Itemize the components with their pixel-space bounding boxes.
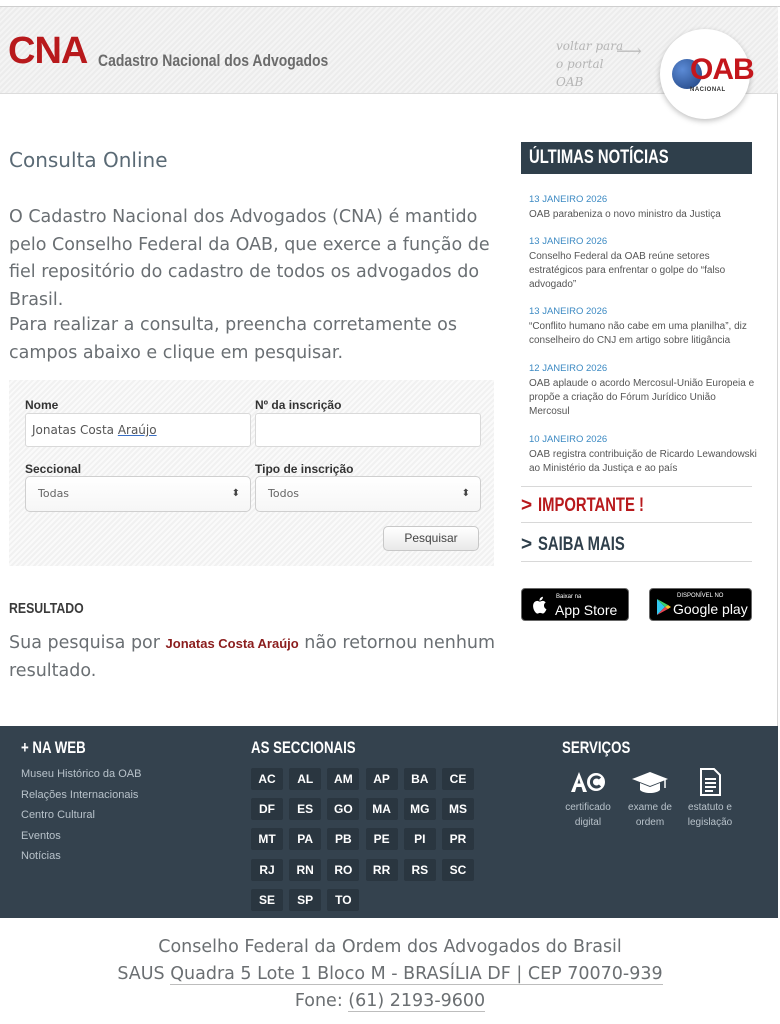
select-updown-icon: ⬍	[231, 488, 240, 499]
site-header	[0, 7, 778, 94]
seccional-to[interactable]: TO	[327, 889, 359, 911]
name-input[interactable]	[25, 413, 251, 447]
service-certificado[interactable]	[558, 768, 618, 830]
org-phone	[0, 988, 780, 1015]
graduation-cap-icon	[630, 768, 670, 796]
tipo-label: Tipo de inscrição	[255, 462, 354, 476]
seccional-ce[interactable]: CE	[442, 768, 474, 790]
page-title: Consulta Online	[9, 148, 168, 172]
googleplay-small-text: DISPONÍVEL NO	[677, 593, 724, 599]
news-date: 13 JANEIRO 2026	[529, 306, 608, 317]
seccional-ac[interactable]: AC	[251, 768, 283, 790]
google-play-icon	[656, 598, 672, 616]
news-title: Conselho Federal da OAB reúne setores estratégicos para enfrentar o golpe do “falso advogado”	[529, 251, 726, 290]
important-link[interactable]	[521, 494, 674, 518]
seccional-pi[interactable]: PI	[404, 828, 436, 850]
news-title: OAB aplaude o acordo Mercosul-União Europeia e propõe a criação do Fórum Jurídico União Mercosul	[529, 378, 755, 417]
tipo-select-value: Todos	[268, 487, 300, 500]
seccional-rs[interactable]: RS	[404, 859, 436, 881]
chevron-right-icon: >	[521, 534, 533, 555]
inscricao-input[interactable]	[255, 413, 481, 447]
tipo-select[interactable]	[255, 476, 481, 512]
news-date: 13 JANEIRO 2026	[529, 236, 608, 247]
service-label: estatuto e	[688, 802, 732, 813]
arrow-right-icon: ⟶	[616, 41, 642, 62]
org-address	[0, 961, 780, 988]
google-play-badge[interactable]	[649, 588, 752, 621]
apple-icon	[532, 595, 548, 615]
news-date: 12 JANEIRO 2026	[529, 363, 608, 374]
name-label: Nome	[25, 398, 59, 412]
seccional-se[interactable]: SE	[251, 889, 283, 911]
chevron-right-icon: >	[521, 495, 533, 516]
service-exame[interactable]	[620, 768, 680, 830]
oab-logo-subtext: NACIONAL	[690, 87, 726, 93]
news-item[interactable]	[529, 305, 757, 348]
instructions-text: Para realizar a consulta, preencha corretamente os campos abaixo e clique em pesquisar.	[9, 315, 457, 363]
news-date: 10 JANEIRO 2026	[529, 434, 608, 445]
important-label: IMPORTANTE !	[538, 495, 645, 516]
googleplay-big-text: Google play	[673, 601, 748, 617]
footer-link-eventos[interactable]: Eventos	[21, 830, 61, 842]
result-suffix: não retornou nenhum resultado.	[9, 633, 496, 681]
org-name: Conselho Federal da Ordem dos Advogados do Brasil	[158, 937, 622, 957]
seccional-ro[interactable]: RO	[327, 859, 359, 881]
news-item[interactable]	[529, 193, 757, 222]
seccional-ap[interactable]: AP	[366, 768, 398, 790]
appstore-big-text: App Store	[555, 602, 618, 618]
seccional-ma[interactable]: MA	[366, 798, 398, 820]
select-updown-icon: ⬍	[461, 488, 470, 499]
seccional-rr[interactable]: RR	[366, 859, 398, 881]
seccional-pe[interactable]: PE	[366, 828, 398, 850]
saiba-mais-link[interactable]	[521, 533, 649, 557]
seccional-label: Seccional	[25, 462, 82, 476]
inscricao-label: Nº da inscrição	[255, 398, 342, 412]
footer-link-museu[interactable]: Museu Histórico da OAB	[21, 768, 142, 780]
phone-link[interactable]: (61) 2193-9600	[348, 991, 486, 1011]
news-heading: ÚLTIMAS NOTÍCIAS	[521, 142, 752, 174]
intro-text: O Cadastro Nacional dos Advogados (CNA) é mantido pelo Conselho Federal da OAB, que exerce a função de fiel repositório do cadastro de todos os advogados do Brasil.	[9, 207, 490, 310]
seccional-mt[interactable]: MT	[251, 828, 283, 850]
news-item[interactable]	[529, 433, 757, 476]
news-item[interactable]	[529, 235, 757, 292]
seccional-pr[interactable]: PR	[442, 828, 474, 850]
seccional-ms[interactable]: MS	[442, 798, 474, 820]
footer-link-relacoes[interactable]: Relações Internacionais	[21, 789, 139, 801]
service-label: legislação	[687, 817, 733, 828]
oab-logo-badge[interactable]	[660, 29, 754, 119]
seccional-sc[interactable]: SC	[442, 859, 474, 881]
seccional-df[interactable]: DF	[251, 798, 283, 820]
divider	[521, 486, 752, 487]
seccional-pa[interactable]: PA	[289, 828, 321, 850]
appstore-small-text: Baixar na	[556, 594, 582, 600]
divider	[521, 561, 752, 562]
phone-label: Fone:	[294, 991, 343, 1011]
cna-logo[interactable]: CNA	[8, 30, 88, 72]
back-to-oab-link[interactable]	[556, 37, 642, 91]
seccional-rn[interactable]: RN	[289, 859, 321, 881]
seccionais-heading: AS SECCIONAIS	[251, 738, 356, 757]
seccional-rj[interactable]: RJ	[251, 859, 283, 881]
app-store-badge[interactable]	[521, 588, 629, 621]
divider	[521, 522, 752, 523]
seccional-al[interactable]: AL	[289, 768, 321, 790]
service-estatuto[interactable]	[680, 768, 740, 830]
service-label: digital	[574, 817, 602, 828]
seccional-pb[interactable]: PB	[327, 828, 359, 850]
seccional-sp[interactable]: SP	[289, 889, 321, 911]
document-icon	[697, 768, 723, 796]
result-query: Jonatas Costa Araújo	[165, 636, 299, 651]
service-label: ordem	[635, 817, 665, 828]
result-heading: RESULTADO	[9, 600, 84, 617]
news-item[interactable]	[529, 362, 757, 419]
service-label: exame de	[628, 802, 672, 813]
result-prefix: Sua pesquisa por	[9, 633, 160, 653]
news-title: OAB parabeniza o novo ministro da Justiça	[529, 209, 721, 220]
footer-link-centro-cultural[interactable]: Centro Cultural	[21, 809, 95, 821]
news-title: “Conflito humano não cabe em uma planilha”, diz conselheiro do CNJ em artigo sobre litigância	[529, 321, 747, 346]
name-input-value-underlined: Araújo	[117, 423, 157, 437]
news-date: 13 JANEIRO 2026	[529, 194, 608, 205]
seccional-am[interactable]: AM	[327, 768, 359, 790]
address-prefix: SAUS	[117, 964, 165, 984]
back-link-text: voltar para o portal OAB	[556, 39, 624, 89]
news-title: OAB registra contribuição de Ricardo Lewandowski ao Ministério da Justiça e ao país	[529, 449, 757, 474]
search-button[interactable]: Pesquisar	[383, 526, 479, 551]
footer-link-noticias[interactable]: Notícias	[21, 850, 61, 862]
right-border	[777, 6, 778, 726]
seccional-es[interactable]: ES	[289, 798, 321, 820]
site-subtitle: Cadastro Nacional dos Advogados	[98, 51, 329, 70]
saiba-mais-label: SAIBA MAIS	[538, 534, 625, 555]
name-input-value: Jonatas Costa	[32, 423, 118, 437]
seccional-go[interactable]: GO	[327, 798, 359, 820]
certificate-icon	[569, 768, 607, 796]
oab-logo-text: OAB	[690, 53, 754, 86]
na-web-heading: + NA WEB	[21, 738, 86, 757]
seccional-select[interactable]	[25, 476, 251, 512]
service-label: certificado	[565, 802, 611, 813]
seccional-select-value: Todas	[38, 487, 70, 500]
seccional-mg[interactable]: MG	[404, 798, 436, 820]
site-footer	[0, 726, 778, 918]
servicos-heading: SERVIÇOS	[562, 738, 631, 757]
address-link[interactable]: Quadra 5 Lote 1 Bloco M - BRASÍLIA DF | CEP 70070-939	[170, 964, 663, 984]
seccional-ba[interactable]: BA	[404, 768, 436, 790]
result-message	[9, 630, 499, 685]
